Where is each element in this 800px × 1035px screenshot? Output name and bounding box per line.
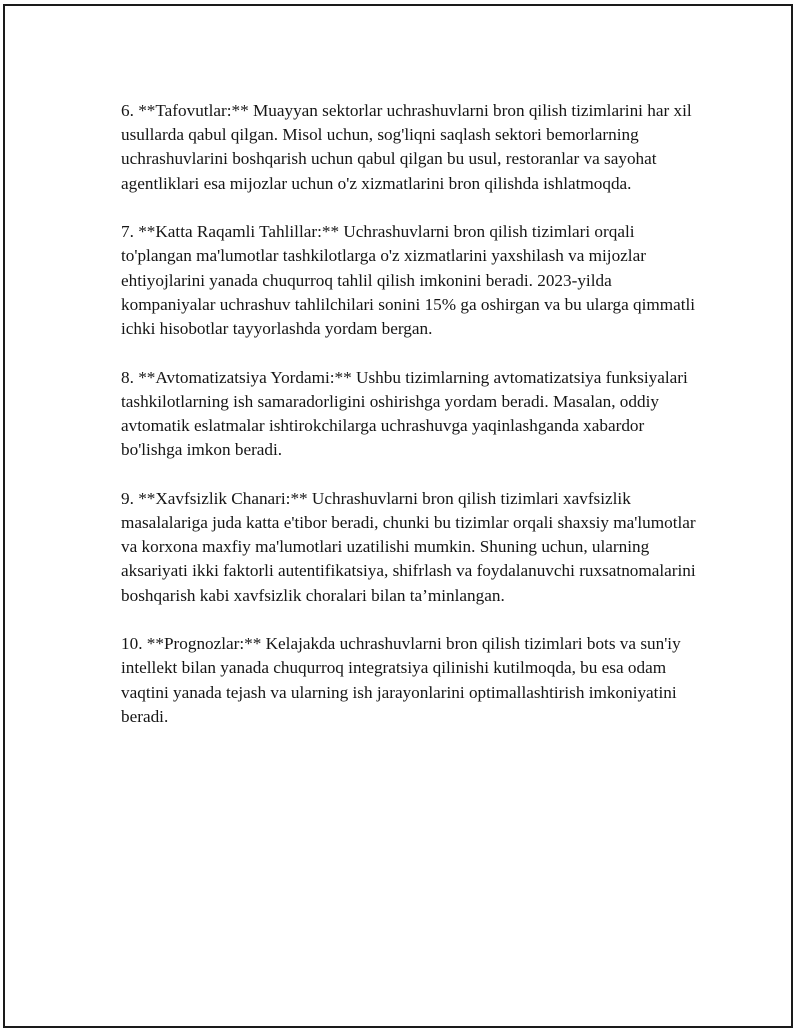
document-body <box>121 99 701 729</box>
document-page <box>3 4 793 1028</box>
paragraph-7: 7. **Katta Raqamli Tahlillar:** Uchrashuvlarni bron qilish tizimlari orqali to'plangan ma'lumotlar tashkilotlarga o'z xizmatlarini yaxshilash va mijozlar ehtiyojlarini yanada chuqurroq tahlil qilish imkonini beradi. 2023-yilda kompaniyalar uchrashuv tahlilchilari sonini 15% ga oshirgan va bu ularga qimmatli ichki hisobotlar tayyorlashda yordam bergan. <box>121 222 696 339</box>
paragraph-9: 9. **Xavfsizlik Chanari:** Uchrashuvlarni bron qilish tizimlari xavfsizlik masalalariga juda katta e'tibor beradi, chunki bu tizimlar orqali shaxsiy ma'lumotlar va korxona maxfiy ma'lumotlari uzatilishi mumkin. Shuning uchun, ularning aksariyati ikki faktorli autentifikatsiya, shifrlash va foydalanuvchi ruxsatnomalarini boshqarish kabi xavfsizlik choralari bilan ta’minlangan. <box>121 488 696 605</box>
paragraph-10: 10. **Prognozlar:** Kelajakda uchrashuvlarni bron qilish tizimlari bots va sun'iy intellekt bilan yanada chuqurroq integratsiya qilinishi kutilmoqda, bu esa odam vaqtini yanada tejash va ularning ish jarayonlarini optimallashtirish imkoniyatini beradi. <box>121 634 681 726</box>
paragraph-6: 6. **Tafovutlar:** Muayyan sektorlar uchrashuvlarni bron qilish tizimlarini har xil usullarda qabul qilgan. Misol uchun, sog'liqni saqlash sektori bemorlarning uchrashuvlarini boshqarish uchun qabul qilgan bu usul, restoranlar va sayohat agentliklari esa mijozlar uchun o'z xizmatlarini bron qilishda ishlatmoqda. <box>121 101 692 193</box>
paragraph-8: 8. **Avtomatizatsiya Yordami:** Ushbu tizimlarning avtomatizatsiya funksiyalari tashkilotlarning ish samaradorligini oshirishga yordam beradi. Masalan, oddiy avtomatik eslatmalar ishtirokchilarga uchrashuvga yaqinlashganda xabardor bo'lishga imkon beradi. <box>121 367 688 460</box>
